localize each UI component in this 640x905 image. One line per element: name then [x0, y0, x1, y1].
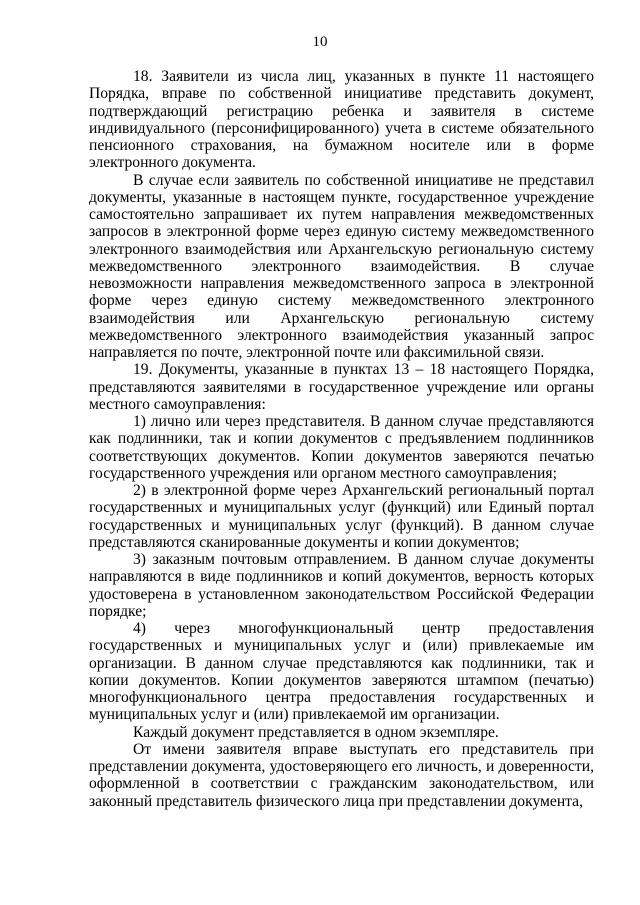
single-copy-note: Каждый документ представляется в одном экземпляре. — [133, 723, 499, 741]
list-item-4: 4) через многофункциональный центр предоставления государственных и муниципальных услуг и (или) привлекаемые им организации. В данном случае представляются как подлинники, так и копии документов. Копии документов заверяются штампом (печатью) многофункционального центра предоставления государственных и муниципальных услуг и (или) привлекаемой им организации. — [89, 620, 594, 724]
list-item-2: 2) в электронной форме через Архангельский региональный портал государственных и муниципальных услуг (функций) или Единый портал государственных и муниципальных услуг (функций). В данном случае представляются сканированные документы и копии документов; — [89, 482, 594, 551]
page-number: 10 — [312, 34, 328, 50]
paragraph-18-continued: В случае если заявитель по собственной инициативе не представил документы, указанные в настоящем пункте, государственное учреждение самостоятельно запрашивает их путем направления межведомственных запросов в электронной форме через единую систему межведомственного электронного взаимодействия или Архангельскую региональную систему межведомственного электронного взаимодействия. В случае невозможности направления межведомственного запроса в электронной форме через единую систему межведомственного электронного взаимодействия или Архангельскую региональную систему межведомственного электронного взаимодействия указанный запрос направляется по почте, электронной почте или факсимильной связи. — [89, 171, 594, 361]
paragraph-18: 18. Заявители из числа лиц, указанных в пункте 11 настоящего Порядка, вправе по собственной инициативе представить документ, подтверждающий регистрацию ребенка и заявителя в системе индивидуального (персонифицированного) учета в системе обязательного пенсионного страхования, на бумажном носителе или в форме электронного документа. — [89, 68, 594, 172]
document-body — [89, 68, 594, 810]
paragraph-19: 19. Документы, указанные в пунктах 13 – 18 настоящего Порядка, представляются заявителями в государственное учреждение или органы местного самоуправления: — [89, 361, 594, 413]
representative-paragraph: От имени заявителя вправе выступать его представитель при представлении документа, удостоверяющего его личность, и доверенности, оформленной в соответствии с гражданским законодательством, или законный представитель физического лица при представлении документа, — [89, 740, 594, 810]
list-item-1: 1) лично или через представителя. В данном случае представляются как подлинники, так и копии документов с предъявлением подлинников соответствующих документов. Копии документов заверяются печатью государственного учреждения или органом местного самоуправления; — [89, 413, 594, 482]
list-item-3: 3) заказным почтовым отправлением. В данном случае документы направляются в виде подлинников и копий документов, верность которых удостоверена в установленном законодательством Российской Федерации порядке; — [89, 551, 594, 620]
